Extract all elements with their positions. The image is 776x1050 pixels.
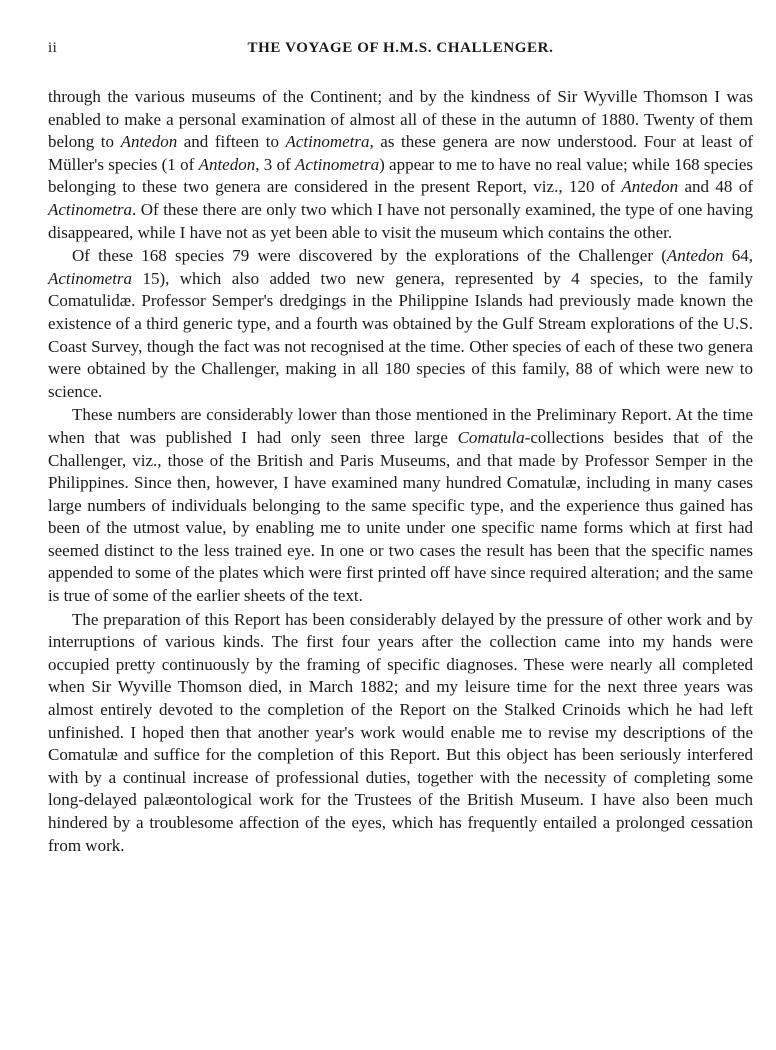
paragraph — [48, 609, 753, 858]
text-run: The preparation of this Report has been considerably delayed by the pressure of other work and by interruptions of various kinds. The first four years after the collection came into my hands were occupied pretty continuously by the framing of specific diagnoses. These were nearly all completed when Sir Wyville Thomson died, in March 1882; and my leisure time for the next three years was almost entirely devoted to the completion of the Report on the Stalked Crinoids which he had left unfinished. I hoped then that another year's work would enable me to revise my descriptions of the Comatulæ and suffice for the completion of this Report. But this object has been seriously interfered with by a continual increase of professional duties, together with the necessity of completing some long-delayed palæontological work for the Trustees of the British Museum. I have also been much hindered by a troublesome affection of the eyes, which has frequently entailed a prolonged cessation from work. — [48, 609, 753, 855]
italic-term: Comatula — [457, 427, 525, 447]
page — [48, 40, 753, 857]
italic-term: Antedon — [666, 246, 724, 266]
italic-term: Antedon — [120, 132, 178, 152]
text-run: Of these 168 species 79 were discovered by the explorations of the Challenger ( — [72, 246, 667, 266]
running-title: THE VOYAGE OF H.M.S. CHALLENGER. — [247, 40, 554, 56]
page-number: ii — [48, 40, 58, 56]
text-run: and fifteen to — [177, 132, 286, 152]
text-run: These numbers are considerably lower than those mentioned in the Preliminary Report. At the time when that was published I had only seen three large — [48, 405, 753, 447]
text-run: 15), which also added two new genera, represented by 4 species, to the family Comatulidæ. Professor Semper's dredgings in the Philippine Islands had previously made known the existence of a third generic type, and a fourth was obtained by the Gulf Stream explorations of the U.S. Coast Survey, though the fact was not recognised at the time. Other species of each of these two genera were obtained by the Challenger, making in all 180 species of this family, 88 of which were new to science. — [48, 268, 753, 401]
paragraph — [48, 245, 753, 403]
italic-term: Antedon — [621, 177, 679, 197]
paragraph — [48, 404, 753, 607]
text-run: through the various museums of the Continent; and by the kindness of Sir Wyville Thomson I was enabled to make a personal examination of almost all of these in the autumn of 1880. Twenty of them belong to — [48, 87, 753, 152]
italic-term: Actinometra — [285, 132, 370, 152]
paragraph — [48, 86, 753, 244]
italic-term: Actinometra — [48, 199, 133, 219]
text-run: , 3 of — [255, 154, 296, 174]
text-run: . Of these there are only two which I have not personally examined, the type of one having disappeared, while I have not as yet been able to visit the museum which contains the other. — [48, 199, 753, 242]
text-run: 64, — [723, 246, 753, 266]
text-run: ) appear to me to have no real value; while 168 species belonging to these two genera are considered in the present Report, viz., 120 of — [48, 154, 753, 197]
running-head — [48, 40, 753, 66]
body-text — [48, 86, 753, 857]
text-run: and 48 of — [678, 177, 753, 197]
text-run: , as these genera are now understood. Four at least of Müller's species (1 of — [48, 132, 753, 174]
italic-term: Antedon — [198, 154, 256, 174]
italic-term: Actinometra — [295, 154, 380, 174]
italic-term: Actinometra — [48, 268, 133, 288]
text-run: -collections besides that of the Challenger, viz., those of the British and Paris Museums, and that made by Professor Semper in the Philippines. Since then, however, I have examined many hundred Comatulæ, including in many cases large numbers of individuals belonging to the same specific type, and the experience thus gained has been of the utmost value, by enabling me to unite under one specific name forms which at first had seemed distinct to the less trained eye. In one or two cases the result has been that the specific names appended to some of the plates which were first printed off have since required alteration; and the same is true of some of the earlier sheets of the text. — [48, 427, 754, 606]
